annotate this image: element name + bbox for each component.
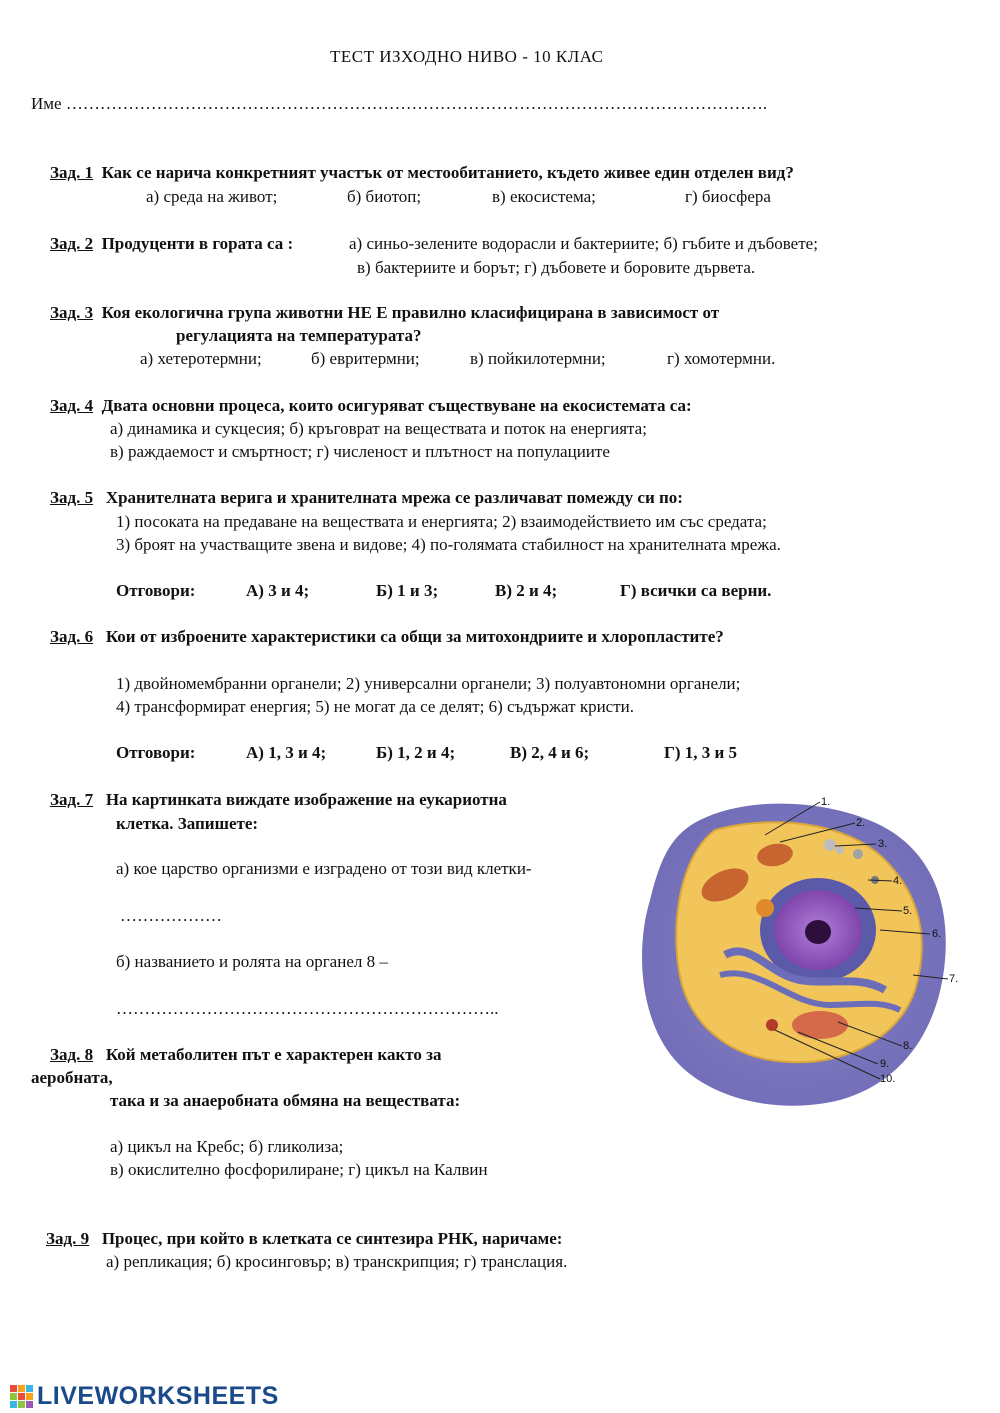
page-title: ТЕСТ ИЗХОДНО НИВО - 10 КЛАС: [330, 47, 604, 66]
logo-text: LIVEWORKSHEETS: [37, 1381, 279, 1410]
question-text: Хранителната верига и хранителната мрежа се различават помежду си по:: [105, 488, 683, 507]
logo-blocks-icon: [10, 1385, 33, 1408]
question-text-cont: клетка. Запишете:: [116, 814, 259, 833]
question-text: Двата основни процеса, които осигуряват съществуване на екосистемата са:: [101, 396, 692, 415]
eukaryotic-cell-image: [630, 790, 970, 1110]
question-text-cont: регулацията на температурата?: [176, 326, 422, 345]
cell-diagram: [630, 790, 970, 1110]
question-9: [46, 1229, 562, 1249]
question-2: [50, 234, 293, 254]
question-text-cont: аеробната,: [31, 1068, 113, 1087]
question-text: Кои от изброените характеристики са общи за митохондриите и хлоропластите?: [105, 627, 724, 646]
question-text: На картинката виждате изображение на еукариотна: [105, 790, 507, 809]
statements-line-2: 3) броят на участващите звена и видове; 4) по-голямата стабилност на хранителната мрежа.: [116, 535, 781, 554]
question-number: Зад. 2: [50, 234, 94, 253]
lysosome: [766, 1019, 778, 1031]
options-line: а) репликация; б) кросинговър; в) транскрипция; г) транслация.: [106, 1252, 568, 1271]
question-3: [50, 303, 719, 323]
question-6: [50, 627, 724, 647]
question-number: Зад. 3: [50, 303, 94, 322]
answer-d: Г) всички са верни.: [620, 581, 772, 600]
options-line-1: а) синьо-зелените водорасли и бактериите; б) гъбите и дъбовете;: [349, 234, 818, 253]
options-line-1: а) динамика и сукцесия; б) кръговрат на веществата и поток на енергията;: [110, 419, 647, 438]
question-number: Зад. 4: [50, 396, 94, 415]
cell-label-5: 5.: [903, 905, 913, 917]
question-5: [50, 488, 683, 508]
liveworksheets-logo[interactable]: [10, 1381, 279, 1411]
answer-b: Б) 1, 2 и 4;: [376, 743, 456, 762]
question-number: Зад. 9: [46, 1229, 90, 1248]
cell-label-10: 10.: [880, 1073, 896, 1085]
option-a: а) среда на живот;: [146, 187, 278, 206]
cell-label-6: 6.: [932, 928, 942, 940]
question-8: [50, 1045, 441, 1065]
cell-label-7: 7.: [949, 973, 959, 985]
options-line-2: в) окислително фосфорилиране; г) цикъл на Калвин: [110, 1160, 488, 1179]
vesicle: [824, 839, 836, 851]
cell-label-4: 4.: [893, 875, 903, 887]
option-c: в) пойкилотермни;: [470, 349, 606, 368]
vesicle-3: [853, 849, 863, 859]
subquestion-b: б) названието и ролята на органел 8 –: [116, 952, 388, 971]
centrosome: [756, 899, 774, 917]
question-number: Зад. 1: [50, 163, 94, 182]
cell-label-2: 2.: [856, 817, 866, 829]
option-d: г) биосфера: [685, 187, 771, 206]
question-4: [50, 396, 692, 416]
option-a: а) хетеротермни;: [140, 349, 262, 368]
golgi-apparatus: [792, 1011, 848, 1039]
question-1: [50, 163, 794, 183]
answer-c: В) 2 и 4;: [495, 581, 558, 600]
option-c: в) екосистема;: [492, 187, 596, 206]
statements-line-1: 1) посоката на предаване на веществата и енергията; 2) взаимодействието им със средата;: [116, 512, 767, 531]
question-text: Процес, при който в клетката се синтезира РНК, наричаме:: [101, 1229, 563, 1248]
question-text: Как се нарича конкретният участък от местообитанието, където живее един отделен вид?: [101, 163, 794, 182]
cell-label-3: 3.: [878, 838, 888, 850]
question-number: Зад. 8: [50, 1045, 94, 1064]
nucleolus: [805, 920, 831, 944]
answer-a: А) 3 и 4;: [246, 581, 310, 600]
question-text: Коя екологична група животни НЕ Е правилно класифицирана в зависимост от: [101, 303, 720, 322]
question-number: Зад. 7: [50, 790, 94, 809]
options-line-2: в) раждаемост и смъртност; г) численост и плътност на популациите: [110, 442, 610, 461]
statements-line-1: 1) двойномембранни органели; 2) универсални органели; 3) полуавтономни органели;: [116, 674, 741, 693]
cell-label-9: 9.: [880, 1058, 890, 1070]
answer-d: Г) 1, 3 и 5: [664, 743, 738, 762]
answers-label: Отговори:: [116, 581, 196, 600]
answer-c: В) 2, 4 и 6;: [510, 743, 590, 762]
option-b: б) евритермни;: [311, 349, 420, 368]
question-number: Зад. 5: [50, 488, 94, 507]
statements-line-2: 4) трансформират енергия; 5) не могат да се делят; 6) съдържат кристи.: [116, 697, 635, 716]
option-b: б) биотоп;: [347, 187, 422, 206]
option-d: г) хомотермни.: [667, 349, 776, 368]
question-text-cont-2: така и за анаеробната обмяна на веществата:: [110, 1091, 461, 1110]
options-line-1: а) цикъл на Кребс; б) гликолиза;: [110, 1137, 344, 1156]
question-text: Продуценти в гората са :: [101, 234, 294, 253]
subquestion-a: а) кое царство организми е изградено от този вид клетки-: [116, 859, 532, 878]
question-text: Кой метаболитен път е характерен както за: [105, 1045, 442, 1064]
question-number: Зад. 6: [50, 627, 94, 646]
name-line: Име …………………………………………………………………………………………………………….: [31, 94, 768, 113]
answer-b: Б) 1 и 3;: [376, 581, 439, 600]
options-line-2: в) бактериите и борът; г) дъбовете и боровите дървета.: [357, 258, 756, 277]
answers-label: Отговори:: [116, 743, 196, 762]
answer-blank-b[interactable]: …………………………………………………………..: [116, 999, 499, 1018]
cell-label-8: 8.: [903, 1040, 913, 1052]
answer-blank-a[interactable]: ………………: [120, 906, 222, 925]
question-7: [50, 790, 507, 810]
answer-a: А) 1, 3 и 4;: [246, 743, 327, 762]
vesicle-2: [836, 846, 844, 854]
cell-label-1: 1.: [821, 796, 831, 808]
